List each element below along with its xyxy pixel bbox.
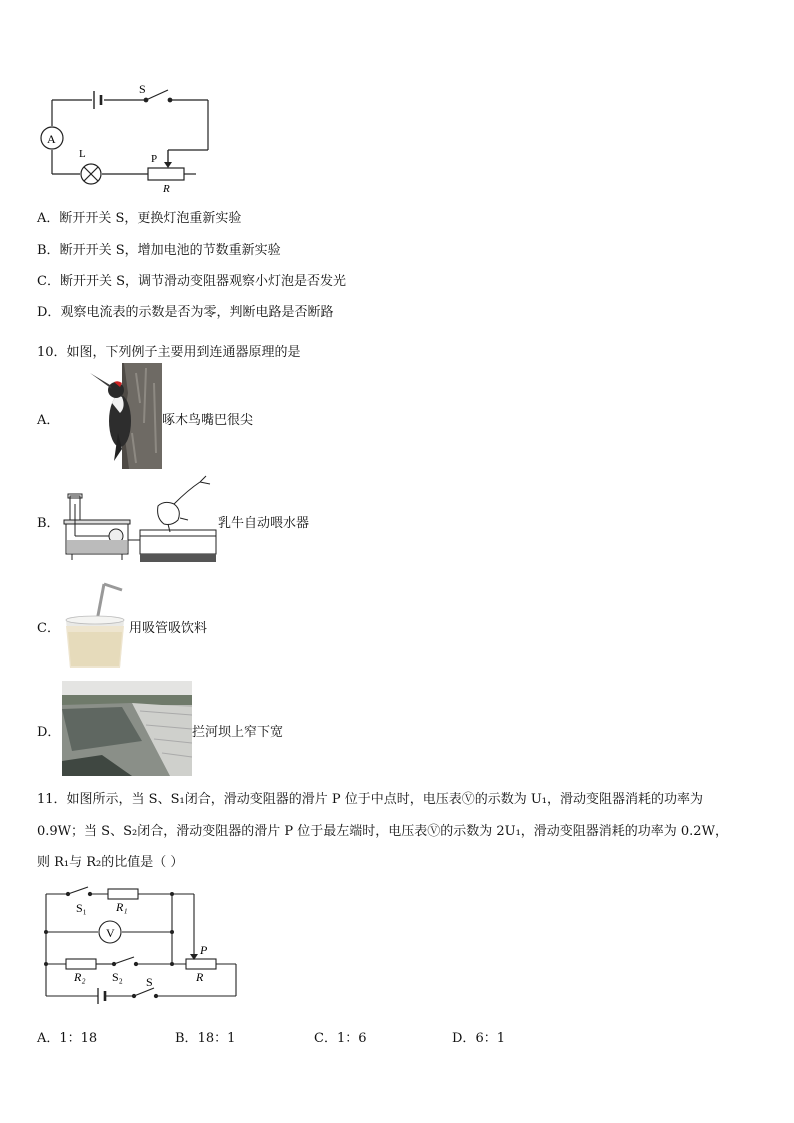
option-letter: C． — [314, 1031, 337, 1046]
option-text: 1：18 — [59, 1031, 98, 1046]
q11-stem-line-2: 0.9W；当 S、S₂闭合，滑动变阻器的滑片 P 位于最左端时，电压表Ⓥ的示数为 2U₁，滑动变阻器消耗的功率为 0.2W， — [37, 824, 728, 839]
drink-with-straw-photo — [60, 578, 130, 674]
r1-label: R₁ — [116, 900, 128, 914]
option-letter: C． — [37, 274, 60, 289]
option-letter: A． — [37, 211, 60, 226]
woodpecker-photo — [76, 363, 162, 469]
lamp-label: L — [79, 148, 86, 160]
q10-option-d-caption: 拦河坝上窄下宽 — [192, 725, 284, 740]
s-label: S — [146, 975, 153, 989]
ammeter-label: A — [47, 132, 56, 146]
q9-circuit-diagram — [36, 80, 216, 195]
q9-option-d — [37, 301, 333, 320]
cow-water-feeder-drawing — [60, 474, 220, 566]
s1-label: S₁ — [76, 901, 87, 915]
q11-circuit-diagram — [36, 880, 246, 1006]
q10-option-b-letter: B． — [37, 516, 60, 531]
option-text: 断开开关 S，调节滑动变阻器观察小灯泡是否发光 — [59, 274, 346, 289]
q10-option-a-caption: 啄木鸟嘴巴很尖 — [162, 413, 254, 428]
q10-stem: 10．如图，下列例子主要用到连通器原理的是 — [37, 345, 301, 360]
q11-stem-line-3: 则 R₁与 R₂的比值是（ ） — [37, 855, 184, 870]
q11-option-b — [175, 1027, 235, 1046]
dam-photo — [62, 681, 192, 776]
rheostat-label: R — [163, 183, 170, 195]
option-letter: B． — [175, 1031, 198, 1046]
s2-label: S₂ — [112, 970, 123, 984]
option-text: 18：1 — [197, 1031, 236, 1046]
switch-label: S — [139, 82, 146, 96]
option-text: 断开开关 S，更换灯泡重新实验 — [59, 211, 242, 226]
q10-option-b-caption: 乳牛自动喂水器 — [218, 516, 310, 531]
option-text: 断开开关 S，增加电池的节数重新实验 — [59, 243, 281, 258]
q9-option-b — [37, 239, 281, 258]
voltmeter-label: V — [106, 926, 115, 940]
option-letter: B． — [37, 243, 60, 258]
q11-option-d — [452, 1027, 505, 1046]
option-letter: A． — [37, 1031, 60, 1046]
q9-option-a — [37, 207, 241, 226]
r2-label: R₂ — [74, 970, 86, 984]
q9-option-c — [37, 270, 346, 289]
r-label: R — [196, 970, 204, 984]
q10-option-c-caption: 用吸管吸饮料 — [129, 621, 208, 636]
q11-option-c — [314, 1027, 367, 1046]
option-text: 观察电流表的示数是否为零，判断电路是否断路 — [60, 305, 334, 320]
option-letter: D． — [452, 1031, 476, 1046]
q10-option-d-letter: D． — [37, 725, 61, 740]
p-label: P — [200, 943, 208, 957]
q11-stem-line-1: 11．如图所示，当 S、S₁闭合，滑动变阻器的滑片 P 位于中点时，电压表Ⓥ的示数为 U₁，滑动变阻器消耗的功率为 — [37, 792, 704, 807]
q10-option-c-letter: C． — [37, 621, 60, 636]
q11-option-a — [37, 1027, 97, 1046]
option-text: 6：1 — [475, 1031, 505, 1046]
q10-option-a-letter: A． — [37, 413, 60, 428]
slider-label: P — [151, 153, 158, 165]
option-text: 1：6 — [336, 1031, 367, 1046]
option-letter: D． — [37, 305, 61, 320]
